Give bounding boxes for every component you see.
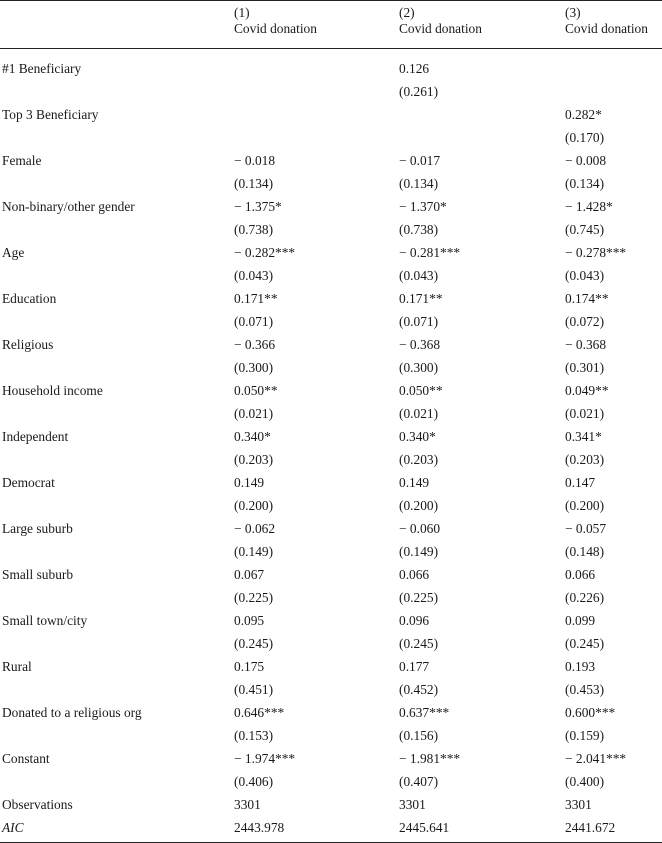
std-error-cell: (0.300) (234, 360, 274, 375)
coefficient-cell: 0.049** (565, 383, 609, 398)
coefficient-cell: 2443.978 (234, 820, 285, 835)
coefficient-cell: 0.174** (565, 291, 609, 306)
std-error-cell: (0.134) (565, 176, 605, 191)
coefficient-cell: − 0.368 (399, 337, 441, 352)
coefficient-cell: − 0.018 (234, 153, 276, 168)
std-error-cell: (0.400) (565, 774, 605, 789)
std-error-cell: (0.200) (565, 498, 605, 513)
table-row (0, 149, 662, 172)
std-error-cell: (0.134) (234, 176, 274, 191)
std-error-cell: (0.043) (234, 268, 274, 283)
se-row (0, 264, 662, 287)
column-label: Covid donation (234, 21, 317, 36)
se-row (0, 402, 662, 425)
table-row (0, 471, 662, 494)
table-row (0, 333, 662, 356)
coefficient-cell: 0.193 (565, 659, 596, 674)
coefficient-cell: 0.126 (399, 61, 430, 76)
std-error-cell: (0.149) (399, 544, 439, 559)
row-label: Small suburb (2, 567, 74, 582)
row-label: Small town/city (2, 613, 88, 628)
std-error-cell: (0.021) (565, 406, 605, 421)
std-error-cell: (0.301) (565, 360, 605, 375)
std-error-cell: (0.203) (399, 452, 439, 467)
std-error-cell: (0.071) (234, 314, 274, 329)
coefficient-cell: 3301 (399, 797, 426, 812)
se-row (0, 770, 662, 793)
std-error-cell: (0.200) (234, 498, 274, 513)
coefficient-cell: 0.175 (234, 659, 265, 674)
coefficient-cell: − 1.428* (565, 199, 613, 214)
se-row (0, 310, 662, 333)
std-error-cell: (0.203) (234, 452, 274, 467)
coefficient-cell: 0.067 (234, 567, 265, 582)
std-error-cell: (0.300) (399, 360, 439, 375)
coefficient-cell: − 0.008 (565, 153, 607, 168)
se-row (0, 586, 662, 609)
std-error-cell: (0.149) (234, 544, 274, 559)
table-row (0, 103, 662, 126)
table-row (0, 609, 662, 632)
table-row (0, 57, 662, 80)
std-error-cell: (0.200) (399, 498, 439, 513)
coefficient-cell: 0.066 (399, 567, 430, 582)
coefficient-cell: 0.096 (399, 613, 430, 628)
coefficient-cell: − 1.974*** (234, 751, 296, 766)
column-label: Covid donation (565, 21, 648, 36)
row-label: Donated to a religious org (2, 705, 142, 720)
coefficient-cell: 0.099 (565, 613, 596, 628)
coefficient-cell: 0.600*** (565, 705, 616, 720)
std-error-cell: (0.452) (399, 682, 439, 697)
std-error-cell: (0.072) (565, 314, 605, 329)
coefficient-cell: − 1.370* (399, 199, 447, 214)
coefficient-cell: 0.340* (234, 429, 271, 444)
row-label: Constant (2, 751, 50, 766)
std-error-cell: (0.153) (234, 728, 274, 743)
row-label: Independent (2, 429, 69, 444)
column-header-1 (234, 5, 317, 37)
se-row (0, 494, 662, 517)
coefficient-cell: 0.341* (565, 429, 602, 444)
coefficient-cell: − 1.981*** (399, 751, 461, 766)
coefficient-cell: − 0.282*** (234, 245, 296, 260)
se-row (0, 678, 662, 701)
se-row (0, 80, 662, 103)
row-label: Observations (2, 797, 73, 812)
std-error-cell: (0.245) (565, 636, 605, 651)
coefficient-cell: − 0.017 (399, 153, 441, 168)
coefficient-cell: − 0.057 (565, 521, 607, 536)
std-error-cell: (0.226) (565, 590, 605, 605)
std-error-cell: (0.134) (399, 176, 439, 191)
std-error-cell: (0.021) (399, 406, 439, 421)
se-row (0, 218, 662, 241)
table-row (0, 425, 662, 448)
std-error-cell: (0.225) (234, 590, 274, 605)
row-label: Large suburb (2, 521, 73, 536)
row-label: Age (2, 245, 25, 260)
table-row (0, 241, 662, 264)
std-error-cell: (0.203) (565, 452, 605, 467)
std-error-cell: (0.738) (234, 222, 274, 237)
row-label: Top 3 Beneficiary (2, 107, 99, 122)
std-error-cell: (0.738) (399, 222, 439, 237)
coefficient-cell: − 0.366 (234, 337, 276, 352)
row-label: Education (2, 291, 57, 306)
std-error-cell: (0.071) (399, 314, 439, 329)
se-row (0, 172, 662, 195)
std-error-cell: (0.453) (565, 682, 605, 697)
std-error-cell: (0.451) (234, 682, 274, 697)
table-row (0, 379, 662, 402)
std-error-cell: (0.261) (399, 84, 439, 99)
coefficient-cell: 0.149 (234, 475, 265, 490)
row-label: Female (2, 153, 42, 168)
coefficient-cell: 0.050** (399, 383, 443, 398)
coefficient-cell: − 1.375* (234, 199, 282, 214)
column-number: (2) (399, 5, 415, 20)
std-error-cell: (0.170) (565, 130, 605, 145)
std-error-cell: (0.225) (399, 590, 439, 605)
coefficient-cell: 3301 (565, 797, 592, 812)
se-row (0, 632, 662, 655)
coefficient-cell: − 0.281*** (399, 245, 461, 260)
coefficient-cell: 2445.641 (399, 820, 450, 835)
coefficient-cell: 0.637*** (399, 705, 450, 720)
row-label: Rural (2, 659, 32, 674)
coefficient-cell: − 0.062 (234, 521, 276, 536)
table-row (0, 701, 662, 724)
coefficient-cell: 2441.672 (565, 820, 616, 835)
coefficient-cell: 0.282* (565, 107, 602, 122)
table-row (0, 655, 662, 678)
se-row (0, 448, 662, 471)
coefficient-cell: 0.340* (399, 429, 436, 444)
coefficient-cell: 0.177 (399, 659, 430, 674)
se-row (0, 724, 662, 747)
std-error-cell: (0.156) (399, 728, 439, 743)
std-error-cell: (0.745) (565, 222, 605, 237)
coefficient-cell: 0.171** (399, 291, 443, 306)
std-error-cell: (0.043) (399, 268, 439, 283)
std-error-cell: (0.043) (565, 268, 605, 283)
column-number: (3) (565, 5, 581, 20)
table-row (0, 563, 662, 586)
se-row (0, 356, 662, 379)
table-row (0, 747, 662, 770)
stat-row (0, 816, 662, 839)
coefficient-cell: − 0.060 (399, 521, 441, 536)
column-header-3 (565, 5, 648, 37)
std-error-cell: (0.245) (234, 636, 274, 651)
coefficient-cell: 3301 (234, 797, 261, 812)
coefficient-cell: − 2.041*** (565, 751, 627, 766)
coefficient-cell: 0.149 (399, 475, 430, 490)
column-label: Covid donation (399, 21, 482, 36)
coefficient-cell: 0.066 (565, 567, 596, 582)
row-label: Non-binary/other gender (2, 199, 135, 214)
std-error-cell: (0.406) (234, 774, 274, 789)
coefficient-cell: 0.050** (234, 383, 278, 398)
std-error-cell: (0.245) (399, 636, 439, 651)
row-label: AIC (2, 820, 24, 835)
row-label: Household income (2, 383, 103, 398)
std-error-cell: (0.148) (565, 544, 605, 559)
table-top-rule (0, 0, 662, 1)
header-rule (0, 48, 662, 49)
std-error-cell: (0.407) (399, 774, 439, 789)
coefficient-cell: 0.646*** (234, 705, 285, 720)
coefficient-cell: − 0.368 (565, 337, 607, 352)
std-error-cell: (0.021) (234, 406, 274, 421)
coefficient-cell: 0.171** (234, 291, 278, 306)
se-row (0, 540, 662, 563)
coefficient-cell: 0.095 (234, 613, 265, 628)
row-label: Democrat (2, 475, 55, 490)
table-row (0, 195, 662, 218)
column-header-2 (399, 5, 482, 37)
row-label: Religious (2, 337, 54, 352)
column-number: (1) (234, 5, 250, 20)
coefficient-cell: − 0.278*** (565, 245, 627, 260)
coefficient-cell: 0.147 (565, 475, 596, 490)
std-error-cell: (0.159) (565, 728, 605, 743)
table-row (0, 287, 662, 310)
stat-row (0, 793, 662, 816)
row-label: #1 Beneficiary (2, 61, 82, 76)
table-row (0, 517, 662, 540)
se-row (0, 126, 662, 149)
